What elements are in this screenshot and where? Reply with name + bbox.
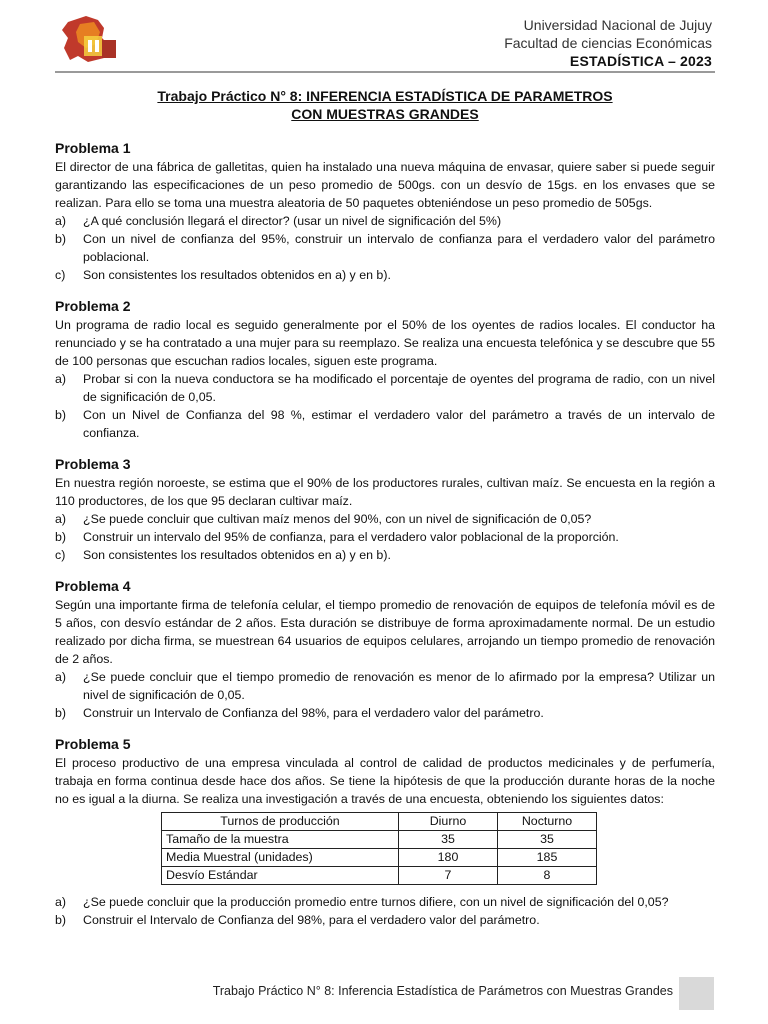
table-cell: 180: [399, 849, 498, 867]
course-name: ESTADÍSTICA – 2023: [569, 53, 712, 69]
document-title: [55, 87, 715, 123]
list-item: [55, 212, 715, 230]
list-item: [55, 546, 715, 564]
item-label: b): [55, 706, 67, 720]
list-item: [55, 266, 715, 284]
problem-1: [55, 139, 715, 284]
table-row: [162, 849, 597, 867]
list-item: [55, 893, 715, 911]
list-item: [55, 510, 715, 528]
column-header: Nocturno: [498, 813, 597, 831]
problem-4: [55, 577, 715, 722]
table-cell: 7: [399, 867, 498, 885]
problem-items: [55, 370, 715, 442]
list-item: [55, 911, 715, 929]
item-label: c): [55, 268, 66, 282]
table-cell: 35: [399, 831, 498, 849]
item-text: Probar si con la nueva conductora se ha modificado el porcentaje de oyentes del programa de radio, con un nivel de significación de 0,05.: [83, 372, 715, 404]
faculty-name: Facultad de ciencias Económicas: [504, 35, 712, 51]
item-label: a): [55, 372, 67, 386]
header-divider: [55, 71, 715, 73]
problem-statement: Según una importante firma de telefonía celular, el tiempo promedio de renovación de equipos de telefonía móvil es de 5 años, con desvío estándar de 2 años. Esta duración se distribuye de forma aproximadamente normal. De un estudio realizado por dicha firma, se muestrean 64 usuarios de equipos celulares, arrojando un tiempo promedio de renovación de 2 años.: [55, 598, 715, 666]
institution-header: [504, 16, 712, 70]
item-label: a): [55, 670, 67, 684]
problem-title: Problema 1: [55, 140, 131, 156]
table-cell: 35: [498, 831, 597, 849]
item-text: Con un Nivel de Confianza del 98 %, estimar el verdadero valor del parámetro a través de un intervalo de confianza.: [83, 408, 715, 440]
list-item: [55, 528, 715, 546]
page-number-box: [679, 977, 714, 1010]
list-item: [55, 704, 715, 722]
problem-statement: El director de una fábrica de galletitas, quien ha instalado una nueva máquina de envasar, quiere saber si puede seguir garantizando las especificaciones de un peso promedio de 500gs. con un desvío de 15gs. en los envases que se realizan. Para ello se toma una muestra aleatoria de 50 paquetes obteniéndose un peso promedio de 505gs.: [55, 160, 715, 210]
university-logo: [58, 14, 122, 64]
problem-3: [55, 455, 715, 564]
table-row: [162, 867, 597, 885]
list-item: [55, 406, 715, 442]
item-text: Construir un Intervalo de Confianza del 98%, para el verdadero valor del parámetro.: [83, 706, 544, 720]
problem-title: Problema 5: [55, 736, 131, 752]
page-footer: Trabajo Práctico N° 8: Inferencia Estadística de Parámetros con Muestras Grandes: [212, 984, 673, 998]
list-item: [55, 668, 715, 704]
data-table: [161, 812, 597, 885]
problem-title: Problema 3: [55, 456, 131, 472]
title-line-1: Trabajo Práctico N° 8: INFERENCIA ESTADÍSTICA DE PARAMETROS: [157, 88, 613, 104]
table-header-row: [162, 813, 597, 831]
problem-title: Problema 2: [55, 298, 131, 314]
document-body: [55, 139, 715, 942]
title-line-2: CON MUESTRAS GRANDES: [291, 106, 479, 122]
item-label: c): [55, 548, 66, 562]
item-text: Son consistentes los resultados obtenidos en a) y en b).: [83, 268, 391, 282]
item-text: ¿Se puede concluir que cultivan maíz menos del 90%, con un nivel de significación de 0,05?: [83, 512, 592, 526]
list-item: [55, 230, 715, 266]
item-label: b): [55, 530, 67, 544]
item-label: b): [55, 913, 67, 927]
item-text: ¿Se puede concluir que el tiempo promedio de renovación es menor de lo afirmado por la empresa? Utilizar un nivel de significación de 0,05.: [83, 670, 715, 702]
problem-2: [55, 297, 715, 442]
table-cell: Tamaño de la muestra: [162, 831, 399, 849]
problem-items: [55, 668, 715, 722]
item-label: b): [55, 408, 67, 422]
column-header: Diurno: [399, 813, 498, 831]
problem-items: [55, 893, 715, 929]
table-cell: Media Muestral (unidades): [162, 849, 399, 867]
problem-statement: Un programa de radio local es seguido generalmente por el 50% de los oyentes de radios locales. El conductor ha renunciado y se ha contratado a una mujer para su reemplazo. Se realiza una encuesta telefónica y se descubre que 55 de 100 personas que escuchan radios locales, siguen este programa.: [55, 318, 715, 368]
university-name: Universidad Nacional de Jujuy: [523, 17, 712, 33]
table-row: [162, 831, 597, 849]
column-header: Turnos de producción: [162, 813, 399, 831]
problem-5: [55, 735, 715, 929]
problem-title: Problema 4: [55, 578, 131, 594]
item-text: Construir un intervalo del 95% de confianza, para el verdadero valor poblacional de la proporción.: [83, 530, 619, 544]
item-text: Construir el Intervalo de Confianza del 98%, para el verdadero valor del parámetro.: [83, 913, 540, 927]
item-label: a): [55, 895, 67, 909]
problem-statement: El proceso productivo de una empresa vinculada al control de calidad de productos medicinales y de perfumería, trabaja en forma continua desde hace dos años. Se tiene la hipótesis de que la producción durante horas de la noche no es igual a la diurna. Se realiza una investigación a través de una encuesta, obteniendo los siguientes datos:: [55, 756, 715, 806]
table-cell: 8: [498, 867, 597, 885]
list-item: [55, 370, 715, 406]
item-label: b): [55, 232, 67, 246]
problem-items: [55, 212, 715, 284]
problem-items: [55, 510, 715, 564]
item-text: ¿Se puede concluir que la producción promedio entre turnos difiere, con un nivel de significación del 0,05?: [83, 895, 669, 909]
table-cell: 185: [498, 849, 597, 867]
table-cell: Desvío Estándar: [162, 867, 399, 885]
item-text: Con un nivel de confianza del 95%, construir un intervalo de confianza para el verdadero valor del parámetro poblacional.: [83, 232, 715, 264]
item-text: ¿A qué conclusión llegará el director? (usar un nivel de significación del 5%): [83, 214, 502, 228]
item-label: a): [55, 512, 67, 526]
item-text: Son consistentes los resultados obtenidos en a) y en b).: [83, 548, 391, 562]
item-label: a): [55, 214, 67, 228]
problem-statement: En nuestra región noroeste, se estima que el 90% de los productores rurales, cultivan maíz. Se encuesta en la región a 110 productores, de los que 95 declaran cultivar maíz.: [55, 476, 715, 508]
